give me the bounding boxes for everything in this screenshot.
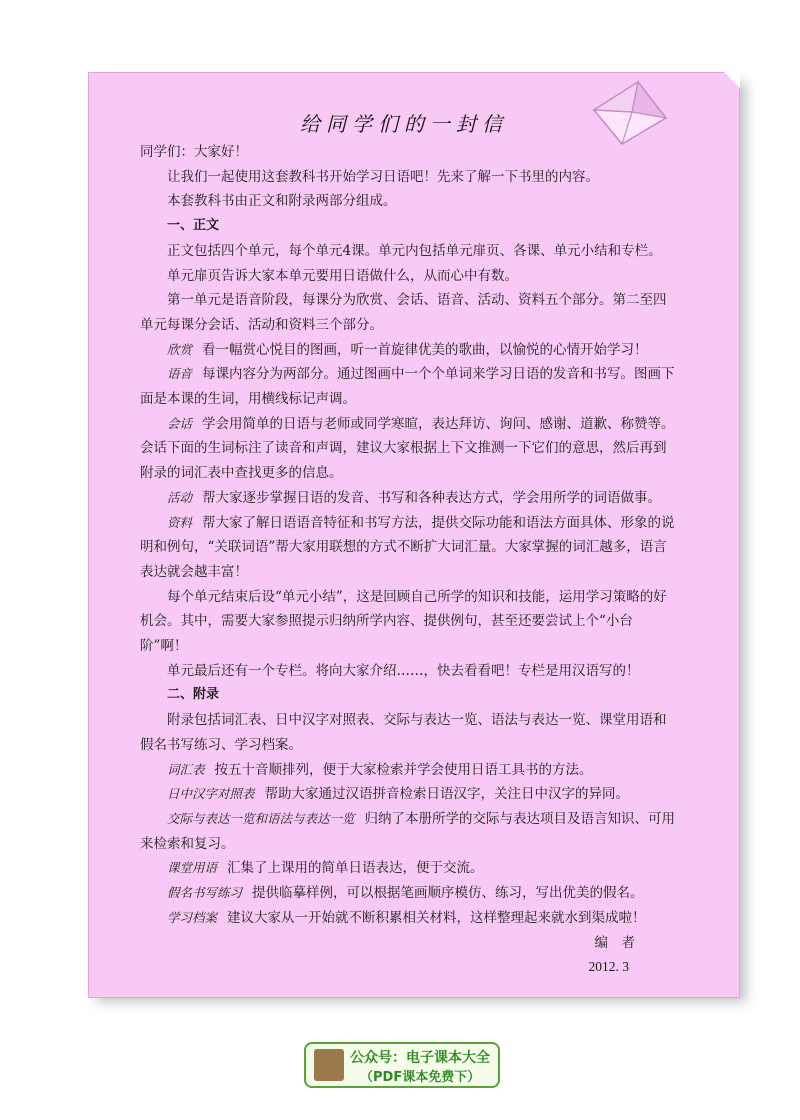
item-text: 看一幅赏心悦目的图画，听一首旋律优美的歌曲，以愉悦的心情开始学习！ — [202, 341, 648, 358]
section-2-heading: 二、附录 — [167, 687, 220, 703]
item-text: 提供临摹样例，可以根据笔画顺序模仿、练习，写出优美的假名。 — [252, 885, 644, 902]
book-icon — [314, 1049, 344, 1081]
intro-paragraph-2: 本套教科书由正文和附录两部分组成。 — [167, 193, 397, 210]
item-term: 资料 — [167, 514, 193, 530]
item-kana-practice — [140, 881, 675, 906]
stamp-line-1: 公众号：电子课本大全 — [350, 1050, 490, 1066]
item-term: 词汇表 — [167, 761, 205, 777]
intro-paragraph-1: 让我们一起使用这套教科书开始学习日语吧！先来了解一下书里的内容。 — [167, 168, 599, 185]
section-1-paragraph-3: 第一单元是语音阶段，每课分为欣赏、会话、语音、活动、资料五个部分。第二至四单元每课分会话、活动和资料三个部分。 — [140, 292, 667, 333]
letter-body — [140, 140, 675, 980]
section-2-paragraph-1: 附录包括词汇表、日中汉字对照表、交际与表达一览、语法与表达一览、课堂用语和假名书写练习、学习档案。 — [140, 712, 667, 753]
item-text: 帮大家了解日语语音特征和书写方法，提供交际功能和语法方面具体、形象的说明和例句，“关联词语”帮大家用联想的方式不断扩大词汇量。大家掌握的词汇越多，语言表达就会越丰富！ — [140, 514, 675, 580]
item-text: 帮助大家通过汉语拼音检索日语汉字，关注日中汉字的异同。 — [264, 786, 630, 803]
letter-title: 给同学们的一封信 — [300, 112, 508, 136]
item-text: 按五十音顺排列，便于大家检索并学会使用日语工具书的方法。 — [214, 761, 593, 778]
watermark-stamp — [304, 1042, 500, 1088]
stamp-line-2: （PDF课本免费下） — [360, 1070, 481, 1085]
item-term: 假名书写练习 — [167, 885, 243, 901]
item-term: 欣赏 — [167, 341, 193, 357]
item-appreciation — [140, 338, 675, 363]
item-text: 归纳了本册所学的交际与表达项目及语言知识、可用来检索和复习。 — [140, 810, 676, 852]
item-classroom-phrases — [140, 856, 675, 881]
greeting: 同学们：大家好！ — [140, 144, 248, 160]
item-text: 帮大家逐步掌握日语的发音、书写和各种表达方式，学会用所学的词语做事。 — [202, 489, 662, 506]
item-expression-overview — [140, 807, 675, 856]
item-term: 学习档案 — [167, 909, 218, 925]
paper-fold-corner — [724, 72, 740, 88]
item-text: 建议大家从一开始就不断积累相关材料，这样整理起来就水到渠成啦！ — [227, 909, 646, 926]
section-1-paragraph-4: 每个单元结束后设“单元小结”，这是回顾自己所学的知识和技能，运用学习策略的好机会。其中，需要大家参照提示归纳所学内容、提供例句，甚至还要尝试上个“小台阶”啊！ — [140, 588, 667, 655]
section-1-paragraph-1: 正文包括四个单元，每个单元4课。单元内包括单元扉页、各课、单元小结和专栏。 — [167, 242, 662, 259]
envelope-icon — [588, 78, 672, 148]
item-kanji-table — [140, 782, 675, 807]
item-term: 会话 — [167, 415, 193, 431]
item-learning-portfolio — [140, 906, 675, 931]
item-activity — [140, 486, 675, 511]
item-text: 学会用简单的日语与老师或同学寒暄，表达拜访、询问、感谢、道歉、称赞等。会话下面的生词标注了读音和声调，建议大家根据上下文推测一下它们的意思，然后再到附录的词汇表中查找更多的信息。 — [140, 415, 675, 482]
item-term: 活动 — [167, 489, 193, 505]
item-term: 日中汉字对照表 — [167, 786, 255, 802]
section-1-heading: 一、正文 — [167, 218, 220, 234]
item-conversation — [140, 412, 675, 486]
section-1-paragraph-5: 单元最后还有一个专栏。将向大家介绍……，快去看看吧！专栏是用汉语写的！ — [167, 662, 640, 679]
item-text: 每课内容分为两部分。通过图画中一个个单词来学习日语的发音和书写。图画下面是本课的生词，用横线标记声调。 — [140, 366, 675, 408]
item-text: 汇集了上课用的简单日语表达，便于交流。 — [227, 860, 484, 877]
item-vocabulary-list — [140, 758, 675, 783]
signature: 编 者 — [594, 934, 635, 951]
item-term: 交际与表达一览和语法与表达一览 — [167, 810, 355, 826]
letter-date: 2012. 3 — [588, 959, 629, 975]
item-pronunciation — [140, 362, 675, 411]
item-term: 课堂用语 — [167, 860, 218, 876]
item-materials — [140, 511, 675, 585]
section-1-paragraph-2: 单元扉页告诉大家本单元要用日语做什么，从而心中有数。 — [167, 267, 518, 284]
item-term: 语音 — [167, 366, 193, 382]
